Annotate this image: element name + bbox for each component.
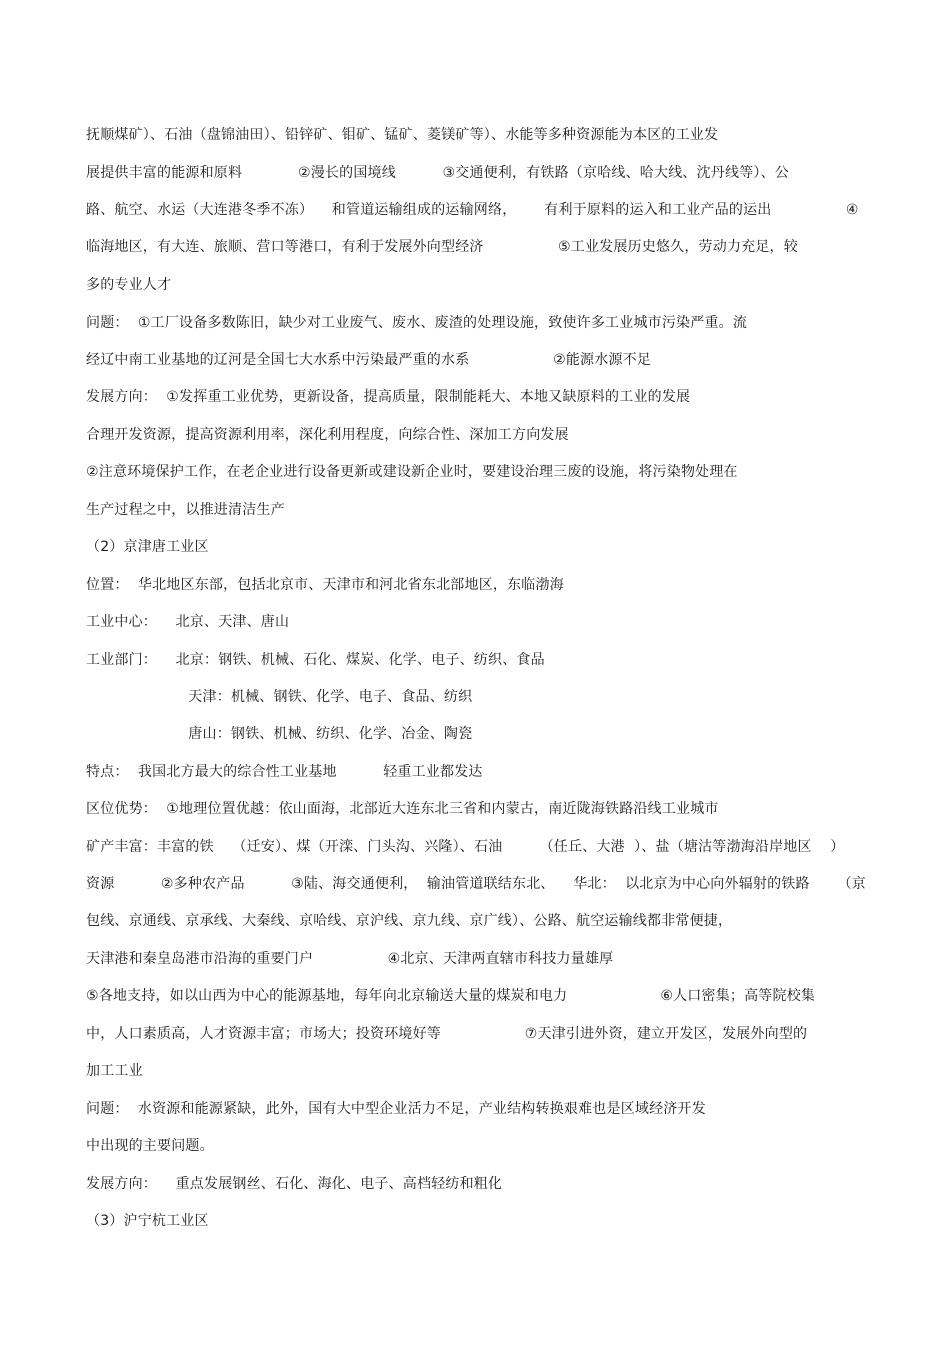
text-line: 包线、京通线、京承线、大秦线、京哈线、京沪线、京九线、京广线）、公路、航空运输线都非常便捷， (86, 913, 733, 929)
text-line: 合理开发资源，提高资源利用率，深化利用程度，向综合性、深加工方向发展 (86, 427, 569, 443)
text-line: 工业中心： 北京、天津、唐山 (86, 614, 290, 630)
text-line: 唐山：钢铁、机械、纺织、化学、冶金、陶瓷 (86, 726, 473, 742)
text-line: ⑤各地支持，如以山西为中心的能源基地，每年向北京输送大量的煤炭和电力 ⑥人口密集；高等院校集 (86, 988, 816, 1004)
text-line: 抚顺煤矿）、石油（盘锦油田）、铅锌矿、钼矿、锰矿、菱镁矿等）、水能等多种资源能为本区的工业发 (86, 127, 719, 143)
text-line: 展提供丰富的能源和原料 ②漫长的国境线 ③交通便利，有铁路（京哈线、哈大线、沈丹线等）、公 (86, 165, 790, 181)
text-line: 发展方向： ①发挥重工业优势，更新设备，提高质量，限制能耗大、本地又缺原料的工业的发展 (86, 389, 691, 405)
text-line: 发展方向： 重点发展钢丝、石化、海化、电子、高档轻纺和粗化 (86, 1176, 503, 1192)
text-line: 天津港和秦皇岛港市沿海的重要门户 ④北京、天津两直辖市科技力量雄厚 (86, 951, 614, 967)
text-line: 问题： ①工厂设备多数陈旧，缺少对工业废气、废水、废渣的处理设施，致使许多工业城市污染严重。流 (86, 315, 748, 331)
text-line: 矿产丰富：丰富的铁 （迁安）、煤（开滦、门头沟、兴隆）、石油 （任丘、大港 ）、盐（塘沽等渤海沿岸地区 ） (86, 839, 845, 855)
section-heading: （2）京津唐工业区 (86, 539, 209, 555)
text-line: 工业部门： 北京：钢铁、机械、石化、煤炭、化学、电子、纺织、食品 (86, 652, 545, 668)
text-line: 临海地区，有大连、旅顺、营口等港口，有利于发展外向型经济 ⑤工业发展历史悠久，劳动力充足，较 (86, 239, 798, 255)
text-line: 问题： 水资源和能源紧缺，此外，国有大中型企业活力不足，产业结构转换艰难也是区域经济开发 (86, 1101, 706, 1117)
section-heading: （3）沪宁杭工业区 (86, 1213, 209, 1229)
text-line: 天津：机械、钢铁、化学、电子、食品、纺织 (86, 689, 473, 705)
text-line: ②注意环境保护工作，在老企业进行设备更新或建设新企业时，要建设治理三废的设施，将污染物处理在 (86, 464, 738, 480)
text-line: 位置： 华北地区东部，包括北京市、天津市和河北省东北部地区，东临渤海 (86, 577, 564, 593)
text-line: 经辽中南工业基地的辽河是全国七大水系中污染最严重的水系 ②能源水源不足 (86, 352, 652, 368)
text-line: 多的专业人才 (86, 277, 172, 293)
text-line: 中，人口素质高，人才资源丰富；市场大；投资环境好等 ⑦天津引进外资，建立开发区，发展外向型的 (86, 1026, 808, 1042)
text-line: 中出现的主要问题。 (86, 1138, 214, 1154)
text-line: 区位优势： ①地理位置优越：依山面海，北部近大连东北三省和内蒙古，南近陇海铁路沿线工业城市 (86, 801, 719, 817)
text-line: 生产过程之中，以推进清洁生产 (86, 502, 285, 518)
text-line: 特点： 我国北方最大的综合性工业基地 轻重工业都发达 (86, 764, 483, 780)
text-line: 资源 ②多种农产品 ③陆、海交通便利， 输油管道联结东北、 华北： 以北京为中心向外辐射的铁路 （京 (86, 876, 867, 892)
text-line: 加工工业 (86, 1063, 143, 1079)
text-line: 路、航空、水运（大连港冬季不冻） 和管道运输组成的运输网络， 有利于原料的运入和工业产品的运出 ④ (86, 202, 859, 218)
